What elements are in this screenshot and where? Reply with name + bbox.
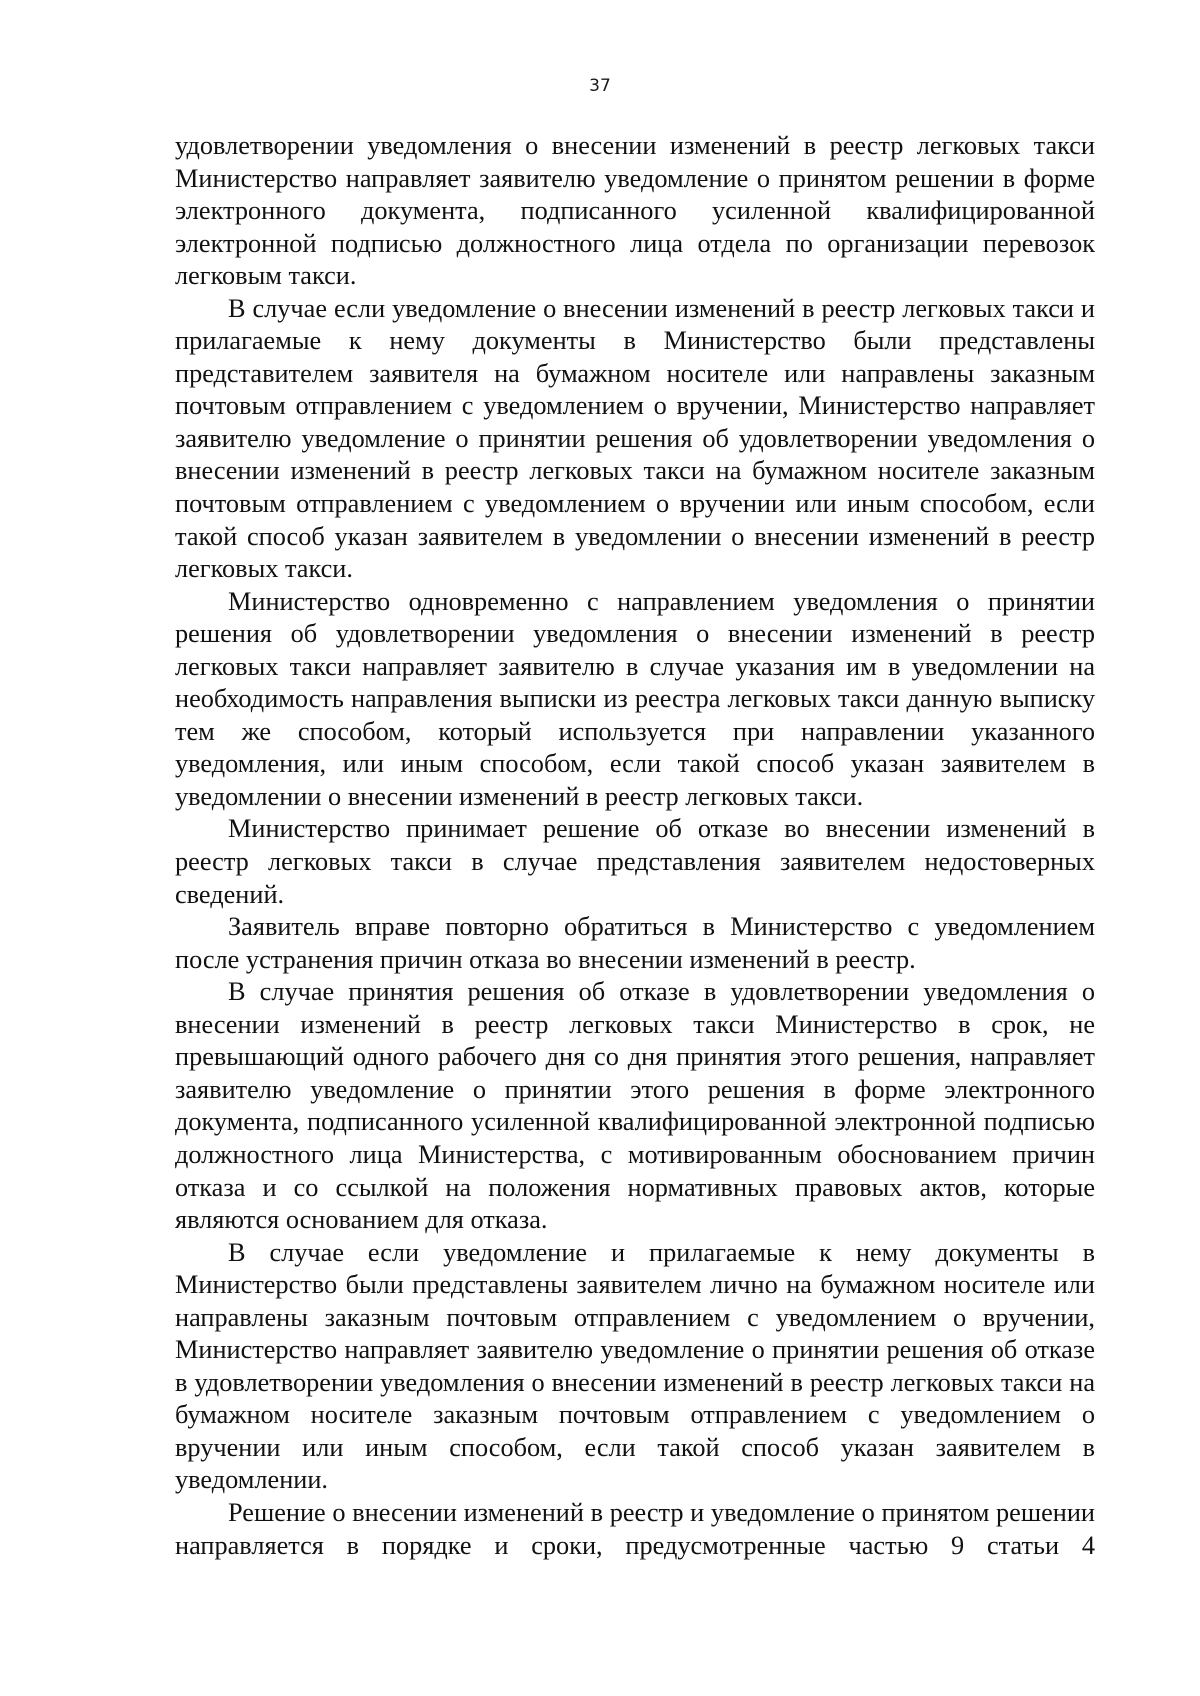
paragraph: Министерство принимает решение об отказе во внесении изменений в реестр легковых такси в случае представления заявителем недостоверных сведений. (175, 814, 1095, 909)
paragraph: В случае если уведомление о внесении изменений в реестр легковых такси и прилагаемые к нему документы в Министерство были представлены представителем заявителя на бумажном носителе или направлены заказным почтовым отправлением с уведомлением о вручении, Министерство направляет заявителю уведомление о принятии решения об удовлетворении уведомления о внесении изменений в реестр легковых такси на бумажном носителе заказным почтовым отправлением с уведомлением о вручении или иным способом, если такой способ указан заявителем в уведомлении о внесении изменений в реестр легковых такси. (175, 293, 1095, 584)
paragraph: Заявитель вправе повторно обратиться в Министерство с уведомлением после устранения причин отказа во внесении изменений в реестр. (175, 912, 1095, 974)
paragraph: Министерство одновременно с направлением уведомления о принятии решения об удовлетворении уведомления о внесении изменений в реестр легковых такси направляет заявителю в случае указания им в уведомлении на необходимость направления выписки из реестра легковых такси данную выписку тем же способом, который используется при направлении указанного уведомления, или иным способом, если такой способ указан заявителем в уведомлении о внесении изменений в реестр легковых такси. (175, 586, 1095, 811)
paragraph-continuation: удовлетворении уведомления о внесении изменений в реестр легковых такси Министерство направляет заявителю уведомление о принятом решении в форме электронного документа, подписанного усиленной квалифицированной электронной подписью должностного лица отдела по организации перевозок легковым такси. (175, 131, 1095, 291)
paragraph-continued-next-page: Решение о внесении изменений в реестр и уведомление о принятом решении направляется в порядке и сроки, предусмотренные частью 9 статьи 4 (175, 1497, 1095, 1560)
paragraph: В случае если уведомление и прилагаемые к нему документы в Министерство были представлены заявителем лично на бумажном носителе или направлены заказным почтовым отправлением с уведомлением о вручении, Министерство направляет заявителю уведомление о принятии решения об отказе в удовлетворении уведомления о внесении изменений в реестр легковых такси на бумажном носителе заказным почтовым отправлением с уведомлением о вручении или иным способом, если такой способ указан заявителем в уведомлении. (175, 1237, 1095, 1495)
document-body (175, 130, 1095, 1562)
page-number: 37 (589, 76, 611, 96)
paragraph: В случае принятия решения об отказе в удовлетворении уведомления о внесении изменений в реестр легковых такси Министерство в срок, не превышающий одного рабочего дня со дня принятия этого решения, направляет заявителю уведомление о принятии этого решения в форме электронного документа, подписанного усиленной квалифицированной электронной подписью должностного лица Министерства, с мотивированным обоснованием причин отказа и со ссылкой на положения нормативных правовых актов, которые являются основанием для отказа. (175, 977, 1095, 1235)
